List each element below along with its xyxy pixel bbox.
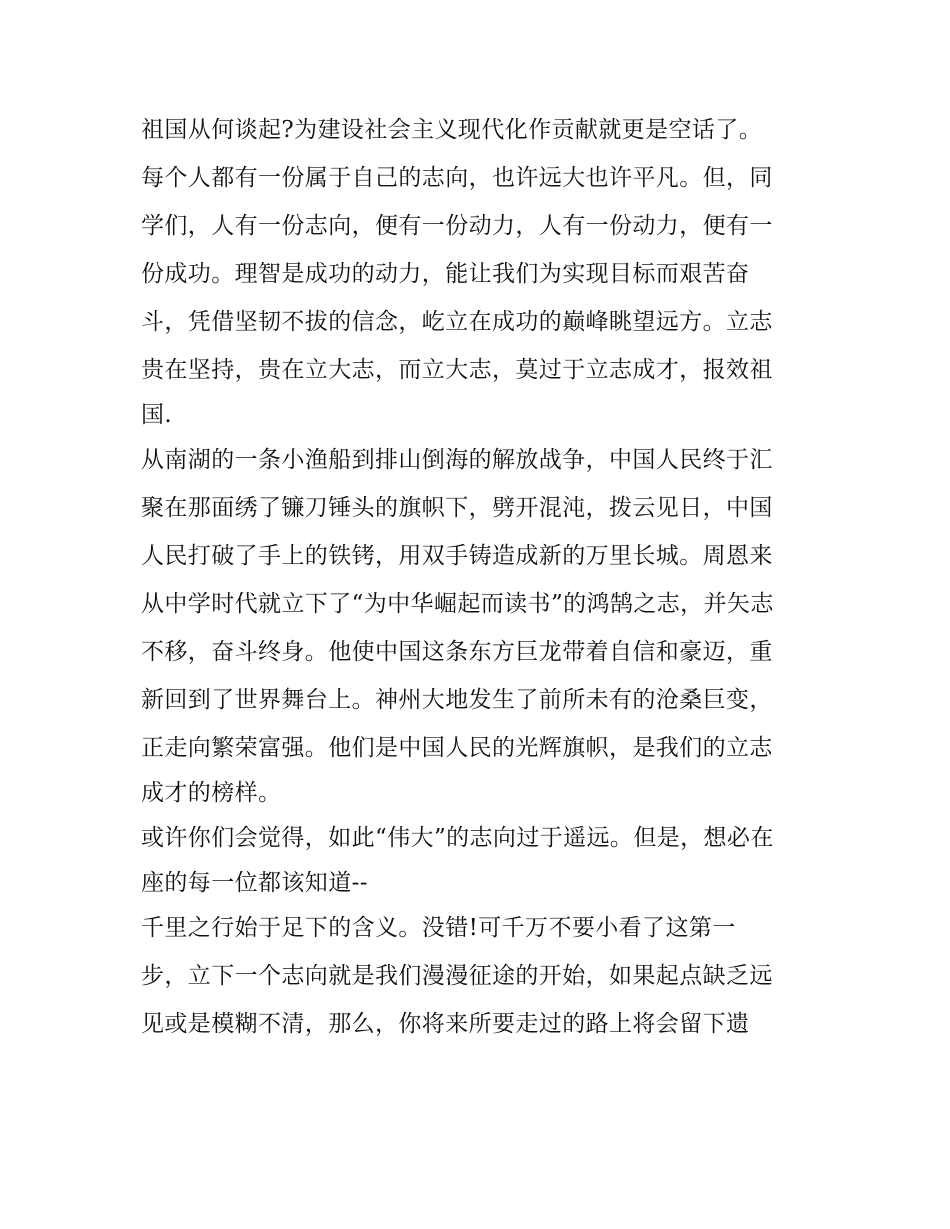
text-line: 千里之行始于足下的含义。没错!可千万不要小看了这第一 (141, 915, 736, 941)
text-line: 聚在那面绣了镰刀锤头的旗帜下，劈开混沌，拨云见日，中国 (141, 495, 773, 521)
text-line: 从中学时代就立下了“为中华崛起而读书”的鸿鹄之志，并矢志 (141, 591, 774, 617)
text-line: 成才的榜样。 (141, 780, 282, 806)
text-line: 座的每一位都该知道-- (141, 870, 368, 896)
text-line: 步，立下一个志向就是我们漫漫征途的开始，如果起点缺乏远 (141, 963, 773, 989)
text-line: 每个人都有一份属于自己的志向，也许远大也许平凡。但，同 (141, 165, 773, 191)
text-line: 从南湖的一条小渔船到排山倒海的解放战争，中国人民终于汇 (141, 447, 773, 473)
text-line: 学们，人有一份志向，便有一份动力，人有一份动力，便有一 (141, 213, 773, 239)
text-line: 不移，奋斗终身。他使中国这条东方巨龙带着自信和豪迈，重 (141, 639, 773, 665)
text-line: 祖国从何谈起?为建设社会主义现代化作贡献就更是空话了。 (141, 117, 763, 143)
body-text (141, 106, 821, 1048)
text-line: 人民打破了手上的铁铐，用双手铸造成新的万里长城。周恩来 (141, 543, 773, 569)
text-line: 国. (141, 402, 173, 428)
text-line: 斗，凭借坚韧不拔的信念，屹立在成功的巅峰眺望远方。立志 (141, 309, 773, 335)
text-line: 见或是模糊不清，那么，你将来所要走过的路上将会留下遗 (141, 1011, 750, 1037)
text-line: 贵在坚持，贵在立大志，而立大志，莫过于立志成才，报效祖 (141, 357, 773, 383)
text-line: 正走向繁荣富强。他们是中国人民的光辉旗帜，是我们的立志 (141, 735, 773, 761)
text-line: 新回到了世界舞台上。神州大地发生了前所未有的沧桑巨变， (141, 687, 773, 713)
text-line: 份成功。理智是成功的动力，能让我们为实现目标而艰苦奋 (141, 261, 750, 287)
text-line: 或许你们会觉得，如此“伟大”的志向过于遥远。但是，想必在 (141, 825, 774, 851)
